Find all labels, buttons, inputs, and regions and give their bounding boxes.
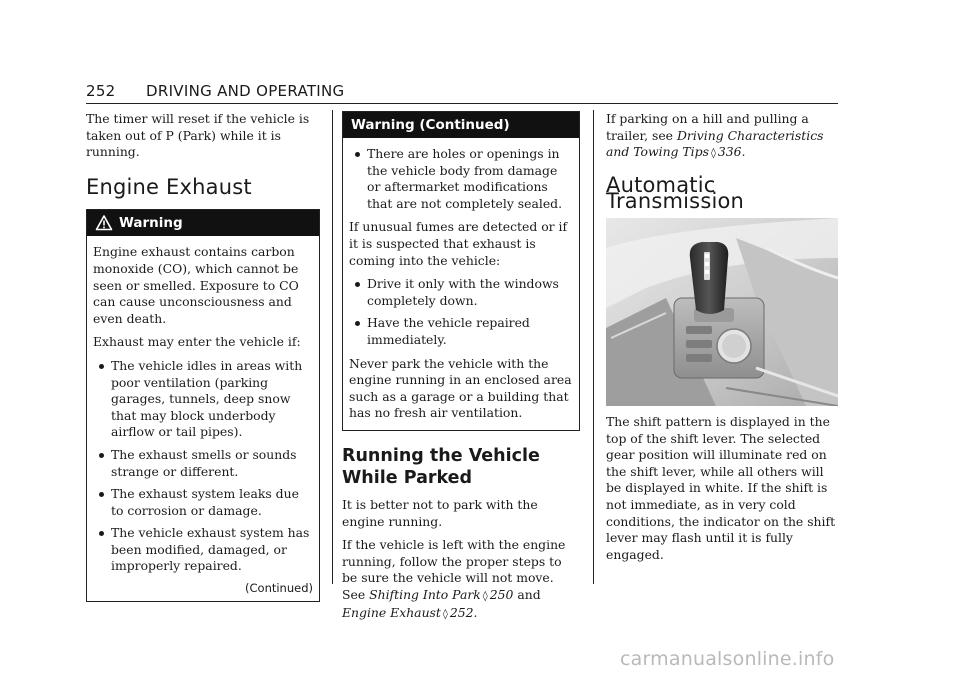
list-item: Drive it only with the windows completely down. (349, 276, 573, 309)
body-paragraph: The shift pattern is displayed in the top of the shift lever. The selected gear position will illuminate red on the shift lever, while all others will be displayed in white. If the shift is not immediate, as in very cold conditions, the indicator on the shift lever may flash until it is fully engaged. (606, 413, 836, 562)
page-reference[interactable]: 336. (717, 144, 746, 160)
warning-header (343, 112, 579, 138)
intro-paragraph: The timer will reset if the vehicle is taken out of P (Park) while it is running. (86, 111, 310, 160)
reference-arrow-icon: ◊ (442, 609, 448, 621)
cross-reference-link[interactable]: Engine Exhaust (342, 605, 441, 621)
warning-paragraph: Never park the vehicle with the engine running in an enclosed area such as a garage or a building that has no fresh air ventilation. (349, 355, 572, 421)
warning-paragraph: Engine exhaust contains carbon monoxide (CO), which cannot be seen or smelled. Exposure to CO can cause unconsciousness and even death. (93, 244, 299, 326)
bullet-icon (99, 492, 104, 497)
heading-running-parked: Running the Vehicle While Parked (342, 445, 540, 488)
column-3 (606, 111, 838, 570)
section-title: DRIVING AND OPERATING (146, 82, 345, 100)
cross-reference-link[interactable]: Shifting Into Park (369, 586, 481, 602)
warning-title: Warning (Continued) (351, 117, 510, 133)
warning-header (87, 210, 319, 236)
page-reference[interactable]: 250 (489, 586, 514, 602)
warning-title: Warning (119, 215, 183, 232)
warning-bullet-list (93, 358, 313, 575)
bullet-icon (99, 453, 104, 458)
column-2 (342, 111, 580, 631)
list-item: The exhaust smells or sounds strange or different. (93, 447, 313, 480)
bullet-icon (355, 321, 360, 326)
list-item: The vehicle idles in areas with poor ventilation (parking garages, tunnels, deep snow that may block underbody airflow or tail pipes). (93, 358, 313, 441)
list-item: Have the vehicle repaired immediately. (349, 315, 573, 348)
column-1 (86, 111, 320, 602)
shift-lever-photo (606, 218, 838, 406)
warning-paragraph: If unusual fumes are detected or if it is suspected that exhaust is coming into the vehicle: (349, 219, 568, 268)
header-rule (86, 103, 838, 104)
list-item: The exhaust system leaks due to corrosion or damage. (93, 486, 313, 519)
body-paragraph: If parking on a hill and pulling a trailer, see Driving Characteristics and Towing Tips ◊ 336. (606, 111, 824, 160)
warning-bullet-list (349, 276, 573, 348)
continued-label: (Continued) (245, 581, 313, 596)
list-item: The vehicle exhaust system has been modified, damaged, or improperly repaired. (93, 525, 313, 575)
bullet-icon (355, 282, 360, 287)
warning-box (86, 209, 320, 602)
bullet-icon (355, 152, 360, 157)
warning-bullet-list (349, 146, 573, 212)
body-paragraph: If the vehicle is left with the engine running, follow the proper steps to be sure the vehicle will not move. See Shifting Into Park ◊ 250 and Engine Exhaust ◊ 252. (342, 537, 566, 621)
bullet-icon (99, 364, 104, 369)
watermark: carmanualsonline.info (620, 648, 835, 670)
warning-triangle-icon (95, 214, 113, 232)
cross-reference-link[interactable]: Driving Characteristics and Towing Tips (606, 127, 824, 160)
reference-arrow-icon: ◊ (482, 590, 488, 602)
page-number: 252 (86, 82, 116, 100)
list-item: There are holes or openings in the vehicle body from damage or aftermarket modifications that are not completely sealed. (349, 146, 573, 212)
body-paragraph: It is better not to park with the engine running. (342, 496, 538, 529)
warning-paragraph: Exhaust may enter the vehicle if: (93, 334, 301, 350)
warning-box-continued (342, 111, 580, 431)
reference-arrow-icon: ◊ (710, 148, 716, 160)
heading-automatic-transmission: Automatic Transmission (606, 172, 745, 214)
heading-engine-exhaust: Engine Exhaust (86, 174, 252, 199)
bullet-icon (99, 531, 104, 536)
column-divider (593, 110, 594, 584)
column-divider (332, 110, 333, 584)
page-reference[interactable]: 252. (449, 605, 478, 621)
